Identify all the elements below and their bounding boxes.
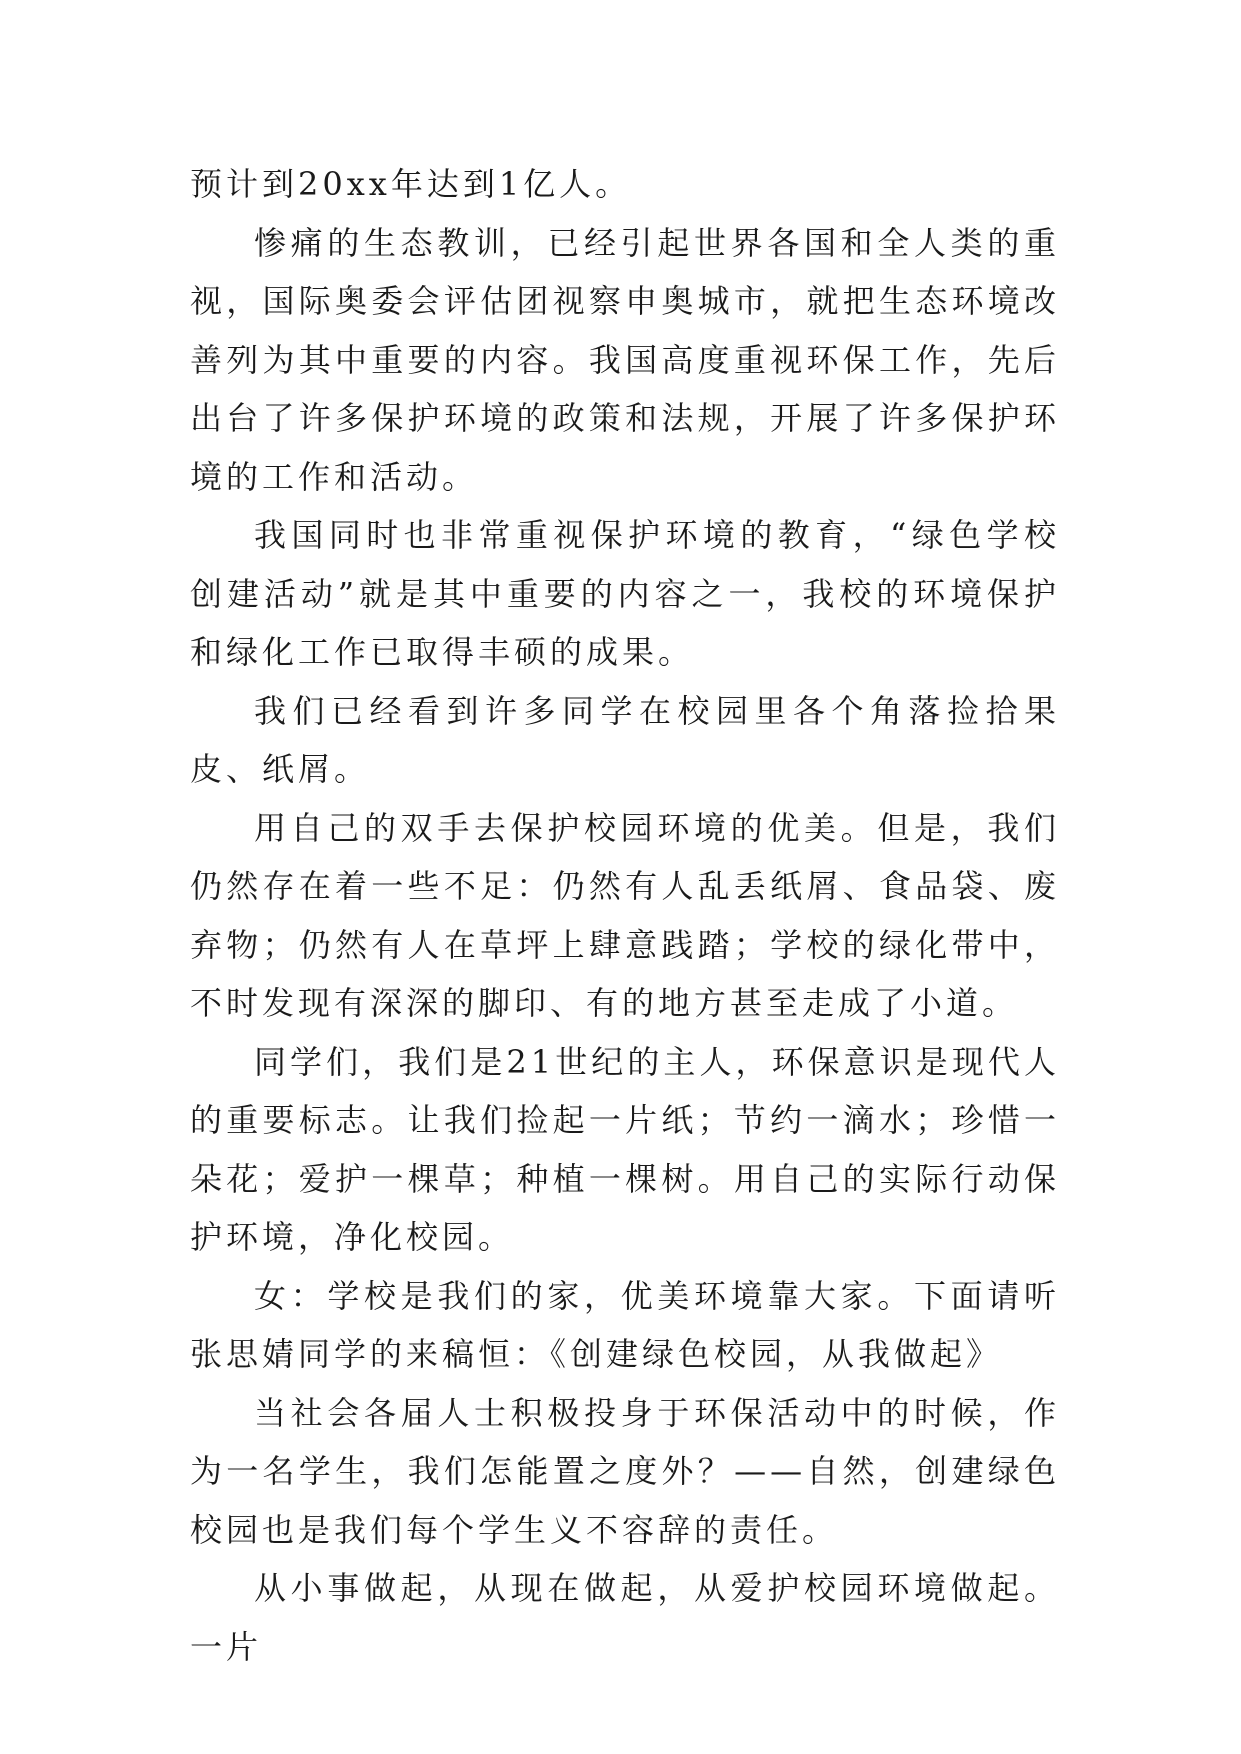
document-body <box>190 155 1060 1676</box>
paragraph-5: 用自己的双手去保护校园环境的优美。但是，我们仍然存在着一些不足：仍然有人乱丢纸屑、食品袋、废弃物；仍然有人在草坪上肆意践踏；学校的绿化带中，不时发现有深深的脚印、有的地方甚至走成了小道。 <box>190 808 1060 1022</box>
paragraph-1: 预计到20xx年达到1亿人。 <box>190 165 632 203</box>
paragraph-9: 从小事做起，从现在做起，从爱护校园环境做起。一片 <box>190 1569 1060 1666</box>
paragraph-3: 我国同时也非常重视保护环境的教育，“绿色学校创建活动”就是其中重要的内容之一，我校的环境保护和绿化工作已取得丰硕的成果。 <box>190 516 1060 671</box>
paragraph-7: 女：学校是我们的家，优美环境靠大家。下面请听张思婧同学的来稿恒：《创建绿色校园，从我做起》 <box>190 1276 1060 1373</box>
paragraph-8: 当社会各届人士积极投身于环保活动中的时候，作为一名学生，我们怎能置之度外？——自然，创建绿色校园也是我们每个学生义不容辞的责任。 <box>190 1393 1060 1549</box>
paragraph-4: 我们已经看到许多同学在校园里各个角落捡拾果皮、纸屑。 <box>190 691 1060 788</box>
paragraph-2: 惨痛的生态教训，已经引起世界各国和全人类的重视，国际奥委会评估团视察申奥城市，就把生态环境改善列为其中重要的内容。我国高度重视环保工作，先后出台了许多保护环境的政策和法规，开展了许多保护环境的工作和活动。 <box>190 223 1060 496</box>
paragraph-6: 同学们，我们是21世纪的主人，环保意识是现代人的重要标志。让我们捡起一片纸；节约一滴水；珍惜一朵花；爱护一棵草；种植一棵树。用自己的实际行动保护环境，净化校园。 <box>190 1042 1060 1256</box>
